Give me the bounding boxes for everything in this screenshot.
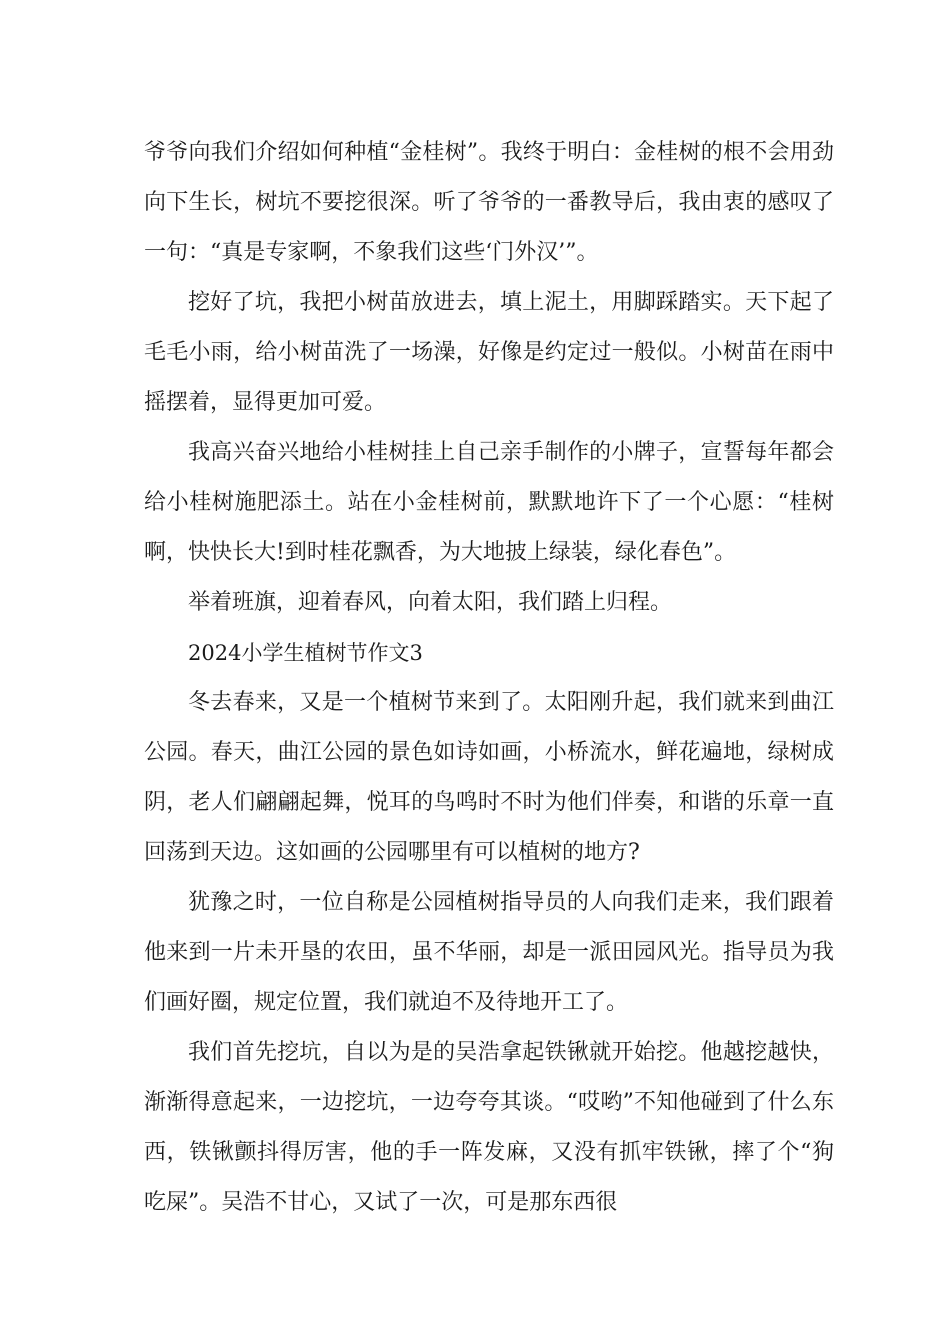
paragraph-2: 挖好了坑，我把小树苗放进去，填上泥土，用脚踩踏实。天下起了毛毛小雨，给小树苗洗了一场澡，好像是约定过一般似。小树苗在雨中摇摆着，显得更加可爱。 xyxy=(144,290,834,415)
paragraph-4: 举着班旗，迎着春风，向着太阳，我们踏上归程。 xyxy=(188,590,673,615)
paragraph-6: 犹豫之时，一位自称是公园植树指导员的人向我们走来，我们跟着他来到一片未开垦的农田，虽不华丽，却是一派田园风光。指导员为我们画好圈，规定位置，我们就迫不及待地开工了。 xyxy=(144,890,834,1015)
paragraph-1: 爷爷向我们介绍如何种植“金桂树”。我终于明白：金桂树的根不会用劲向下生长，树坑不要挖很深。听了爷爷的一番教导后，我由衷的感叹了一句：“真是专家啊，不象我们这些‘门外汉’”。 xyxy=(144,140,834,265)
section-heading: 2024小学生植树节作文3 xyxy=(188,641,423,665)
paragraph-7: 我们首先挖坑，自以为是的吴浩拿起铁锹就开始挖。他越挖越快，渐渐得意起来，一边挖坑，一边夸夸其谈。“哎哟”不知他碰到了什么东西，铁锹颤抖得厉害，他的手一阵发麻，又没有抓牢铁锹，摔了个“狗吃屎”。吴浩不甘心，又试了一次，可是那东西很 xyxy=(144,1040,834,1215)
paragraph-5: 冬去春来，又是一个植树节来到了。太阳刚升起，我们就来到曲江公园。春天，曲江公园的景色如诗如画，小桥流水，鲜花遍地，绿树成阴，老人们翩翩起舞，悦耳的鸟鸣时不时为他们伴奏，和谐的乐章一直回荡到天边。这如画的公园哪里有可以植树的地方? xyxy=(144,690,834,865)
document-body xyxy=(144,128,834,1228)
paragraph-3: 我高兴奋兴地给小桂树挂上自己亲手制作的小牌子，宣誓每年都会给小桂树施肥添土。站在小金桂树前，默默地许下了一个心愿：“桂树啊，快快长大!到时桂花飘香，为大地披上绿装，绿化春色”。 xyxy=(144,440,834,565)
